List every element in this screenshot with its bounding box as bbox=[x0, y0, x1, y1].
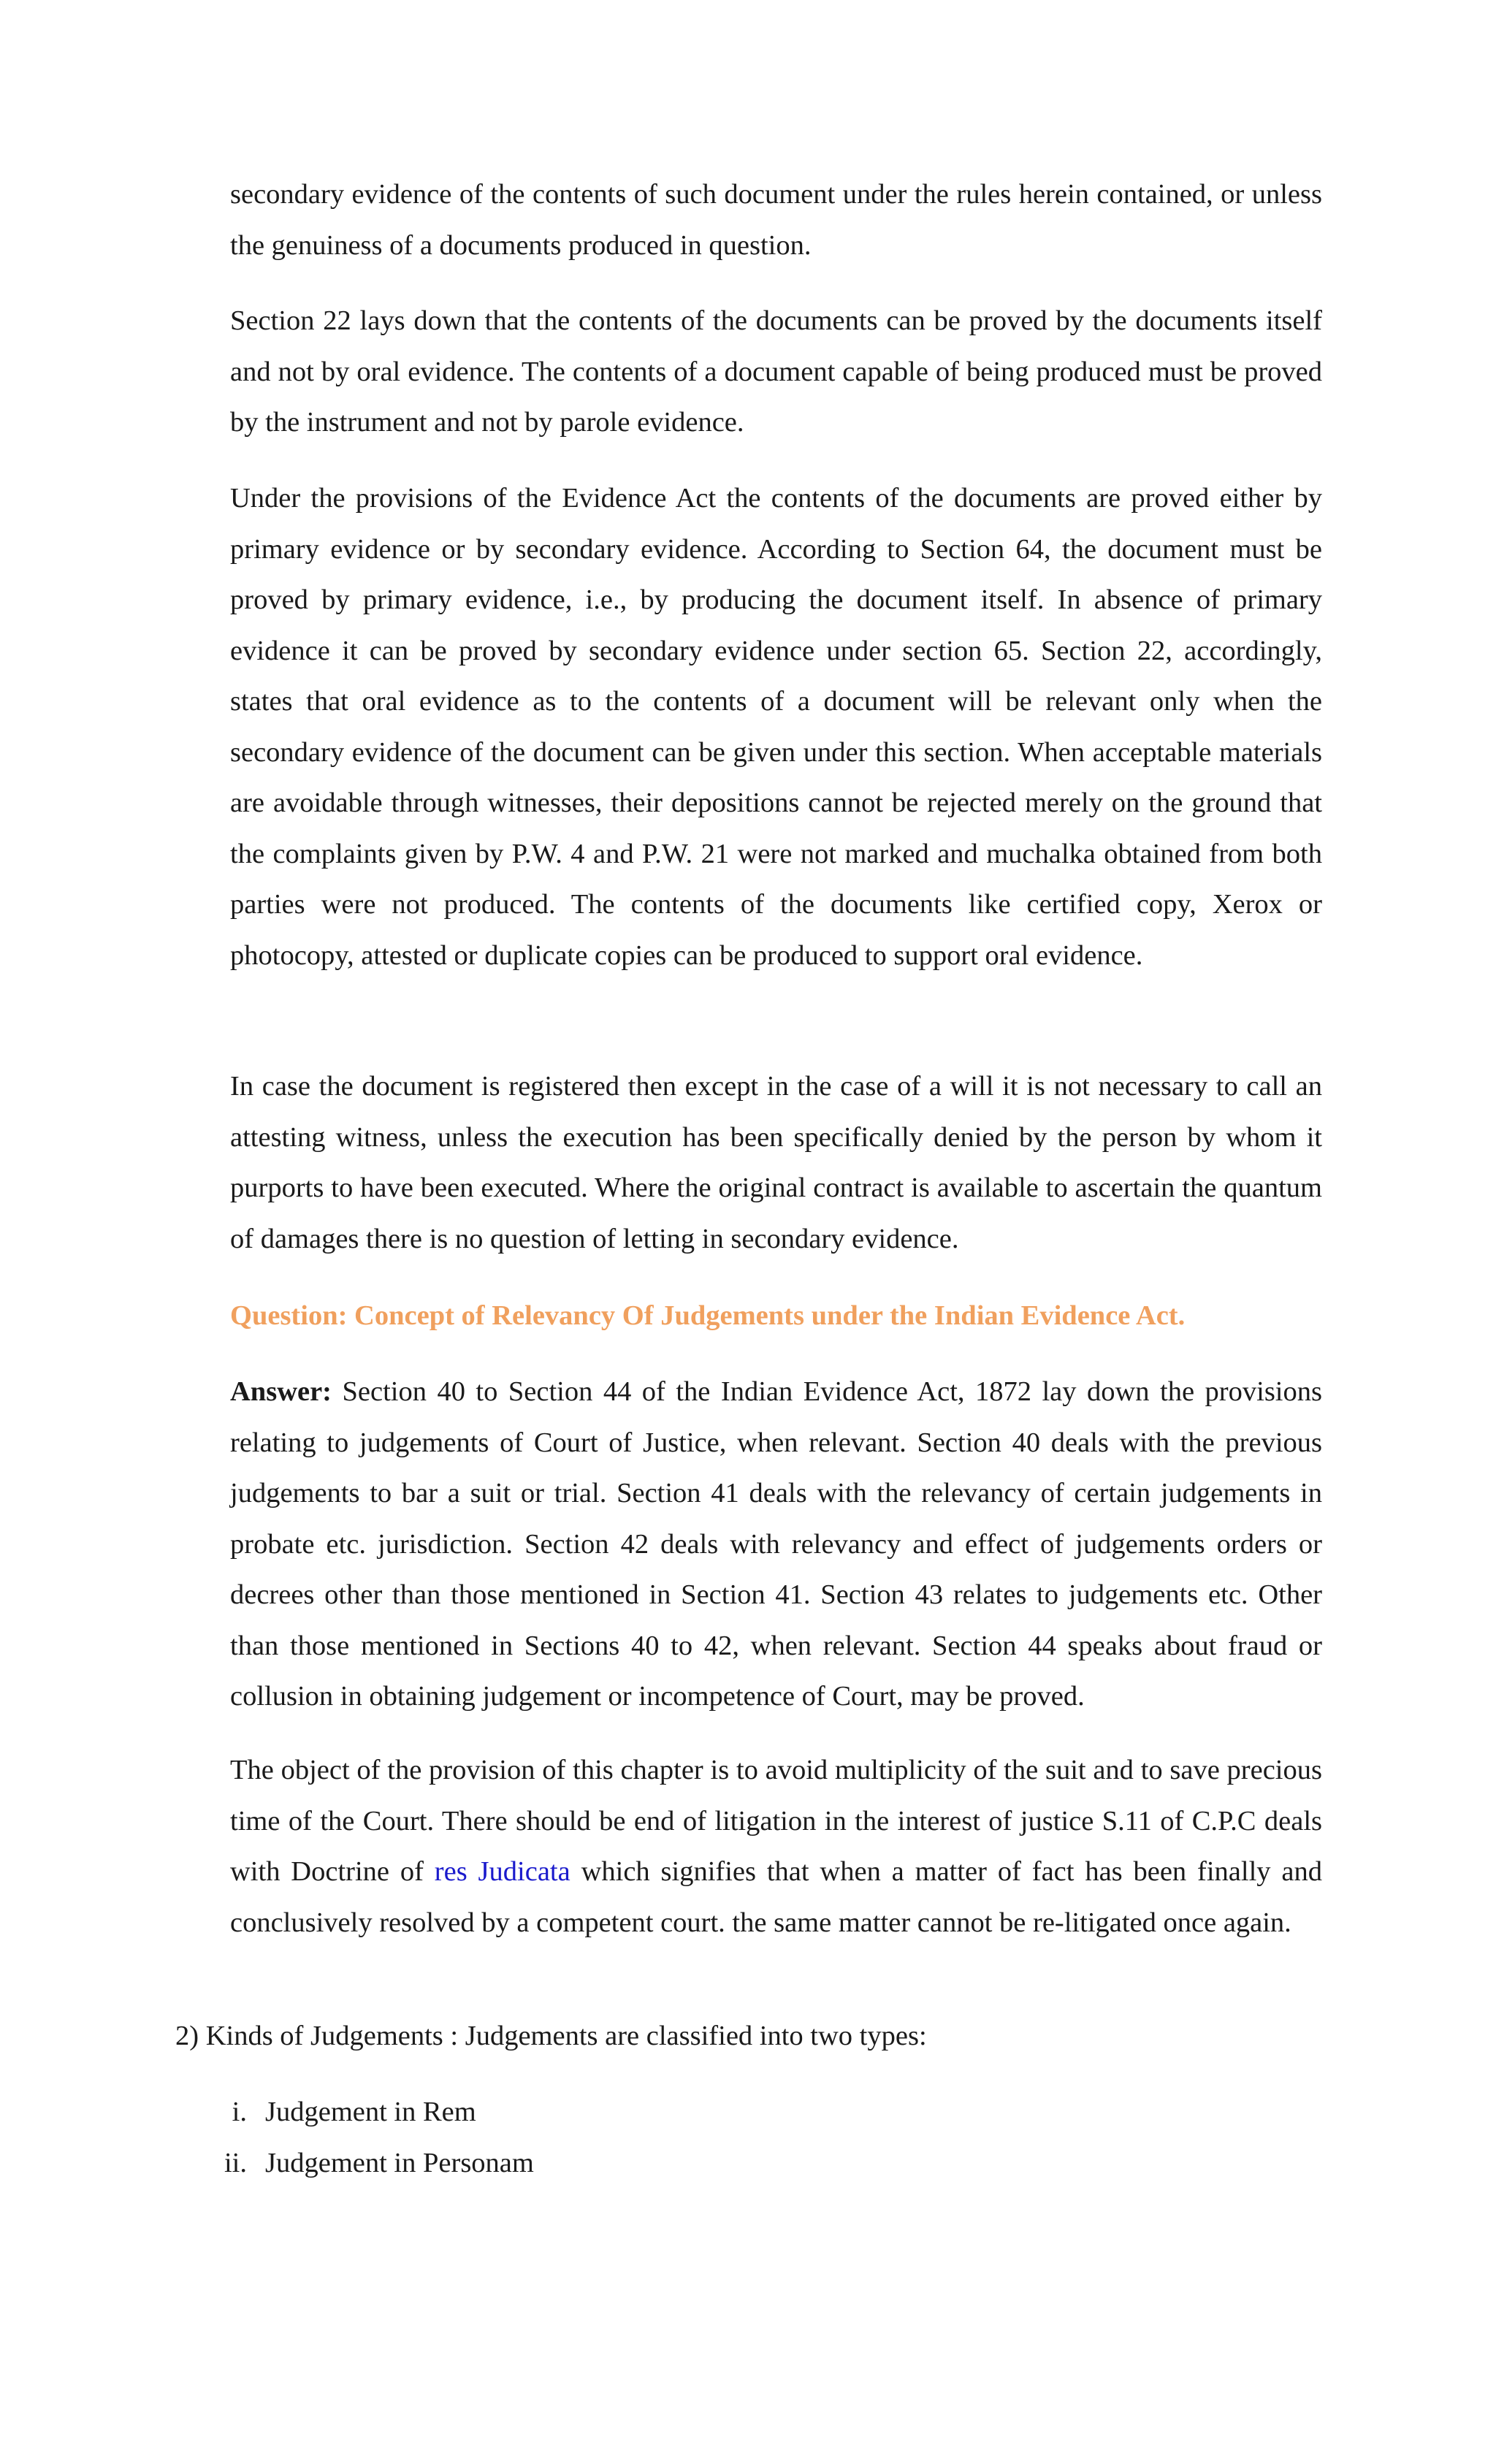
list-item bbox=[175, 2087, 1322, 2138]
kinds-of-judgements-line: 2) Kinds of Judgements : Judgements are classified into two types: bbox=[175, 2021, 927, 2051]
paragraph-text: secondary evidence of the contents of such document under the rules herein contained, or unless the genuiness of a documents produced in question. bbox=[230, 179, 1322, 261]
answer-paragraph bbox=[230, 1367, 1322, 1723]
judgement-types-list bbox=[175, 2087, 1322, 2189]
list-item-number: i. bbox=[232, 2097, 247, 2127]
answer-label: Answer: bbox=[230, 1376, 332, 1407]
res-judicata-link[interactable]: res Judicata bbox=[434, 1856, 570, 1887]
paragraph-evidence-act-provisions bbox=[230, 473, 1322, 981]
paragraph-text: Section 22 lays down that the contents of the documents can be proved by the documents itself and not by oral evidence. The contents of a document capable of being produced must be proved by the instrument and not by parole evidence. bbox=[230, 305, 1322, 438]
answer-text bbox=[230, 1367, 1322, 1723]
paragraph-object-of-provision bbox=[230, 1745, 1322, 1948]
paragraph-text bbox=[230, 1745, 1322, 1948]
list-item-text: Judgement in Rem bbox=[265, 2097, 476, 2127]
paragraph-text: In case the document is registered then except in the case of a will it is not necessary to call an attesting witness, unless the execution has been specifically denied by the person by whom it purports to have been executed. Where the original contract is available to ascertain the quantum of damages there is no question of letting in secondary evidence. bbox=[230, 1071, 1322, 1254]
question-heading bbox=[230, 1291, 1322, 1342]
paragraph-section-22 bbox=[230, 296, 1322, 449]
object-text-before: The object of the provision of this chapter is to avoid multiplicity of the suit and to save precious time of the Court. There should be end of litigation in the interest of justice S.11 of C.P.C deals with Doctrine of bbox=[230, 1755, 1322, 1887]
list-item-number: ii. bbox=[224, 2147, 247, 2178]
question-heading-text: Question: Concept of Relevancy Of Judgements under the Indian Evidence Act. bbox=[230, 1300, 1186, 1331]
list-item-text: Judgement in Personam bbox=[265, 2147, 534, 2178]
answer-body: Section 40 to Section 44 of the Indian Evidence Act, 1872 lay down the provisions relating to judgements of Court of Justice, when relevant. Section 40 deals with the previous judgements to bar a suit or trial. Section 41 deals with the relevancy of certain judgements in probate etc. jurisdiction. Section 42 deals with relevancy and effect of judgements orders or decrees other than those mentioned in Section 41. Section 43 relates to judgements etc. Other than those mentioned in Sections 40 to 42, when relevant. Section 44 speaks about fraud or collusion in obtaining judgement or incompetence of Court, may be proved. bbox=[230, 1376, 1322, 1712]
paragraph-registered-document bbox=[230, 1061, 1322, 1265]
list-item bbox=[175, 2138, 1322, 2189]
object-text-after: which signifies that when a matter of fact has been finally and conclusively resolved by a competent court. the same matter cannot be re-litigated once again. bbox=[230, 1856, 1322, 1938]
paragraph-secondary-evidence bbox=[230, 169, 1322, 271]
paragraph-text: Under the provisions of the Evidence Act the contents of the documents are proved either by primary evidence or by secondary evidence. According to Section 64, the document must be proved by primary evidence, i.e., by producing the document itself. In absence of primary evidence it can be proved by secondary evidence under section 65. Section 22, accordingly, states that oral evidence as to the contents of a document will be relevant only when the secondary evidence of the document can be given under this section. When acceptable materials are avoidable through witnesses, their depositions cannot be rejected merely on the ground that the complaints given by P.W. 4 and P.W. 21 were not marked and muchalka obtained from both parties were not produced. The contents of the documents like certified copy, Xerox or photocopy, attested or duplicate copies can be produced to support oral evidence. bbox=[230, 483, 1322, 971]
